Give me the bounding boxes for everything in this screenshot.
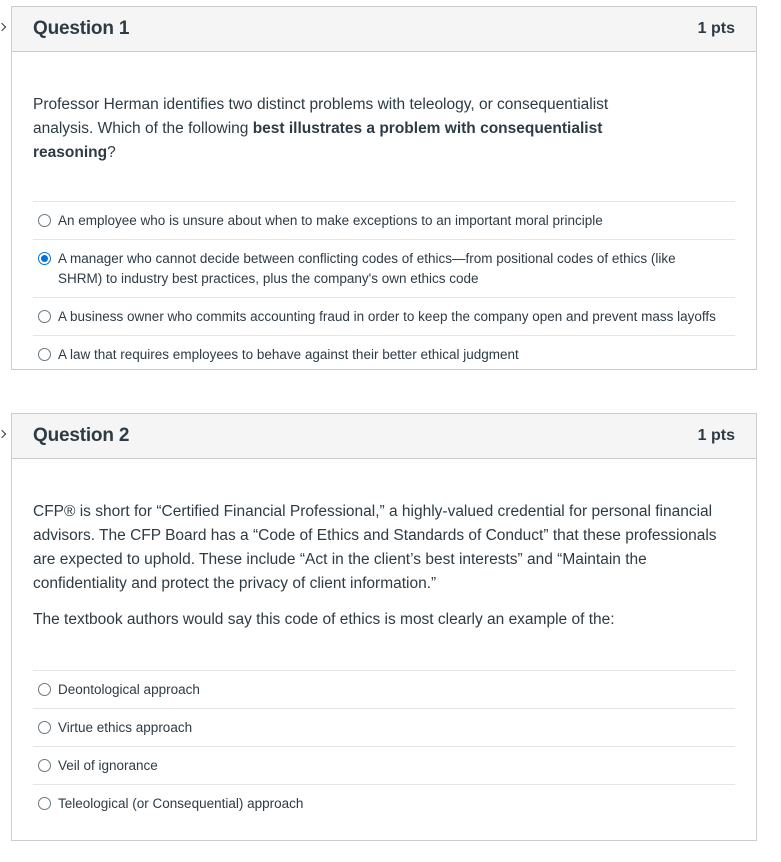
answer-option[interactable]: [33, 708, 735, 746]
radio-button[interactable]: [38, 310, 51, 323]
question-1-title: Question 1: [33, 18, 130, 39]
answer-option[interactable]: [33, 670, 735, 708]
radio-button[interactable]: [38, 348, 51, 361]
answer-label[interactable]: Deontological approach: [58, 682, 200, 697]
question-2-points: 1 pts: [697, 427, 735, 444]
question-2-title: Question 2: [33, 425, 130, 446]
question-1-points: 1 pts: [697, 20, 735, 37]
answer-option[interactable]: [33, 746, 735, 784]
radio-button[interactable]: [38, 721, 51, 734]
radio-button[interactable]: [38, 759, 51, 772]
question-2-flag-icon[interactable]: [0, 430, 6, 438]
question-1-body: [12, 52, 756, 373]
answer-label[interactable]: A business owner who commits accounting fraud in order to keep the company open and prevent mass layoffs: [58, 309, 716, 324]
question-2: [11, 413, 757, 841]
radio-button-selected[interactable]: [38, 252, 51, 265]
question-2-answers: [33, 670, 735, 822]
question-1-flag-icon[interactable]: [0, 23, 6, 31]
radio-button[interactable]: [38, 683, 51, 696]
question-2-header: [12, 414, 756, 459]
question-2-paragraph-2: The textbook authors would say this code of ethics is most clearly an example of the:: [33, 611, 615, 628]
question-1-text-start: Professor Herman identifies two distinct problems with teleology, or consequentialist analysis. Which of the following: [33, 96, 609, 137]
answer-option[interactable]: [33, 201, 735, 239]
question-2-paragraph-1: CFP® is short for “Certified Financial Professional,” a highly-valued credential for personal financial advisors. The CFP Board has a “Code of Ethics and Standards of Conduct” that these professionals are expected to uphold. These include “Act in the client’s best interests” and “Maintain the confidentiality and protect the privacy of client information.”: [33, 503, 717, 592]
answer-label[interactable]: A manager who cannot decide between conflicting codes of ethics—from positional codes of ethics (like SHRM) to industry best practices, plus the company's own ethics code: [58, 251, 676, 286]
radio-button[interactable]: [38, 797, 51, 810]
question-2-text: [33, 459, 735, 670]
answer-label[interactable]: An employee who is unsure about when to make exceptions to an important moral principle: [58, 213, 603, 228]
answer-option[interactable]: [33, 784, 735, 822]
question-1: [11, 6, 757, 370]
answer-label[interactable]: A law that requires employees to behave against their better ethical judgment: [58, 347, 519, 362]
answer-label[interactable]: Teleological (or Consequential) approach: [58, 796, 304, 811]
question-1-answers: [33, 201, 735, 373]
question-1-header: [12, 7, 756, 52]
answer-label[interactable]: Virtue ethics approach: [58, 720, 193, 735]
question-1-text-end: ?: [107, 144, 116, 161]
answer-option[interactable]: [33, 297, 735, 335]
question-1-text-bold: best illustrates a problem with consequentialist reasoning: [33, 120, 603, 161]
question-2-body: [12, 459, 756, 822]
radio-button[interactable]: [38, 214, 51, 227]
answer-option[interactable]: [33, 335, 735, 373]
answer-label[interactable]: Veil of ignorance: [58, 758, 158, 773]
answer-option-selected[interactable]: [33, 239, 735, 297]
question-1-text: [33, 52, 735, 201]
